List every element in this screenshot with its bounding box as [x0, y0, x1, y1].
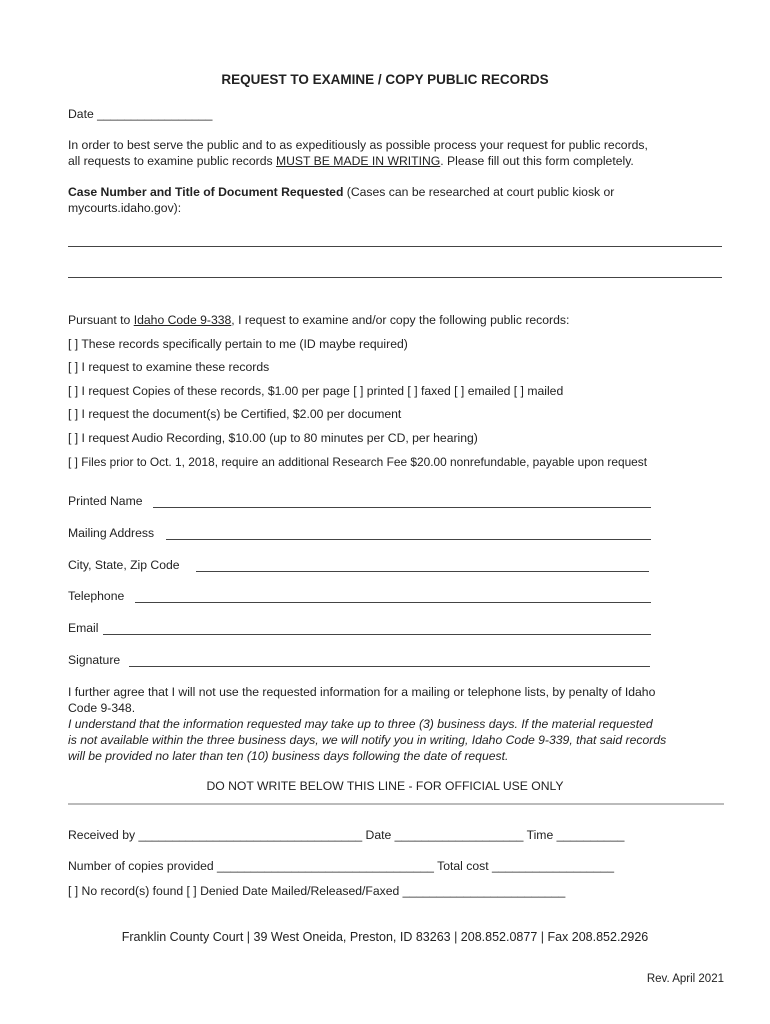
- date-field[interactable]: Date _________________: [68, 107, 213, 121]
- case-heading-rest: (Cases can be researched at court public kiosk or: [343, 185, 615, 199]
- option-certified[interactable]: [ ] I request the document(s) be Certified, $2.00 per document: [68, 407, 402, 421]
- option-audio[interactable]: [ ] I request Audio Recording, $10.00 (up to 80 minutes per CD, per hearing): [68, 431, 478, 445]
- form-title: REQUEST TO EXAMINE / COPY PUBLIC RECORDS: [221, 72, 549, 87]
- signature-line[interactable]: [129, 666, 650, 667]
- telephone-line[interactable]: [135, 602, 651, 603]
- mailing-address-label: Mailing Address: [68, 526, 155, 540]
- pursuant-pre: Pursuant to: [68, 313, 134, 327]
- signature-label: Signature: [68, 653, 121, 667]
- printed-name-label: Printed Name: [68, 494, 143, 508]
- case-entry-line-1[interactable]: [68, 246, 722, 247]
- notice-line-3: will be provided no later than ten (10) business days following the date of request.: [68, 749, 509, 763]
- agree-line-1: I further agree that I will not use the requested information for a mailing or telephone lists, by penalty of Idaho: [68, 685, 656, 699]
- pursuant-post: , I request to examine and/or copy the following public records:: [231, 313, 570, 327]
- city-state-zip-label: City, State, Zip Code: [68, 558, 180, 572]
- intro-emphasis: MUST BE MADE IN WRITING: [275, 154, 441, 168]
- intro-line-1: In order to best serve the public and to as expeditiously as possible process your request for public records,: [68, 138, 648, 152]
- option-examine[interactable]: [ ] I request to examine these records: [68, 360, 270, 374]
- pursuant-text: [68, 312, 569, 328]
- intro-text-a: all requests to examine public records: [68, 154, 276, 168]
- email-label: Email: [68, 621, 99, 635]
- case-heading-line-2: mycourts.idaho.gov):: [68, 201, 182, 215]
- telephone-label: Telephone: [68, 589, 125, 603]
- idaho-code-link: Idaho Code 9-338: [133, 313, 232, 327]
- email-line[interactable]: [103, 634, 651, 635]
- mailing-address-line[interactable]: [166, 539, 651, 540]
- option-copies[interactable]: [ ] I request Copies of these records, $1.00 per page [ ] printed [ ] faxed [ ] emailed [ ] mailed: [68, 384, 564, 398]
- agree-line-2: Code 9-348.: [68, 701, 136, 715]
- case-heading-bold: Case Number and Title of Document Requested: [68, 185, 344, 199]
- case-heading: [68, 184, 614, 200]
- received-by-row: Received by _________________________________ Date ___________________ Time __________: [68, 828, 625, 842]
- option-pertain[interactable]: [ ] These records specifically pertain to me (ID maybe required): [68, 337, 408, 351]
- court-footer: Franklin County Court | 39 West Oneida, Preston, ID 83263 | 208.852.0877 | Fax 208.852.2926: [121, 930, 649, 944]
- official-use-divider: [68, 803, 724, 805]
- revision-date: Rev. April 2021: [646, 973, 724, 985]
- case-entry-line-2[interactable]: [68, 277, 722, 278]
- notice-line-2: is not available within the three business days, we will notify you in writing, Idaho Code 9-339, that said records: [68, 733, 667, 747]
- printed-name-line[interactable]: [153, 507, 651, 508]
- intro-text-b: . Please fill out this form completely.: [440, 154, 634, 168]
- option-research-fee[interactable]: [ ] Files prior to Oct. 1, 2018, require an additional Research Fee $20.00 nonrefundable, payable upon request: [68, 455, 648, 469]
- copies-provided-row: Number of copies provided ________________________________ Total cost __________________: [68, 859, 614, 873]
- no-record-row: [ ] No record(s) found [ ] Denied Date Mailed/Released/Faxed ________________________: [68, 884, 566, 898]
- notice-line-1: I understand that the information requested may take up to three (3) business days. If the material requested: [68, 717, 653, 731]
- intro-line-2: [68, 153, 634, 169]
- official-use-notice: DO NOT WRITE BELOW THIS LINE - FOR OFFICIAL USE ONLY: [206, 779, 564, 793]
- city-state-zip-line[interactable]: [196, 571, 649, 572]
